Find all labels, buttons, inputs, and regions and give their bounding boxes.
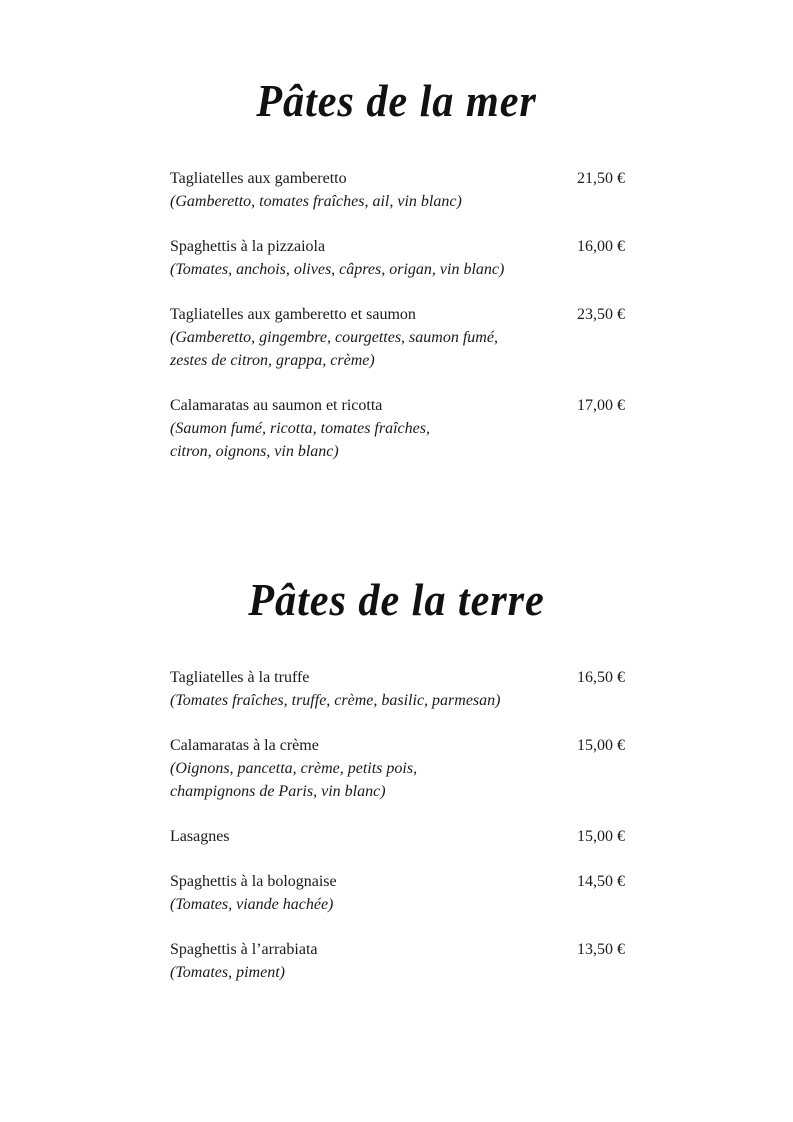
menu-item (170, 394, 625, 463)
menu-item (170, 938, 625, 984)
item-description: (Tomates, anchois, olives, câpres, origan, vin blanc) (170, 261, 505, 278)
item-price: 17,00 € (577, 397, 625, 414)
item-description: (Tomates, viande hachée) (170, 896, 334, 913)
item-price: 14,50 € (577, 873, 625, 890)
item-description: zestes de citron, grappa, crème) (170, 352, 375, 369)
item-name: Calamaratas au saumon et ricotta (170, 397, 383, 414)
item-name: Calamaratas à la crème (170, 737, 319, 754)
item-description: citron, oignons, vin blanc) (170, 443, 339, 460)
item-name: Tagliatelles aux gamberetto et saumon (170, 306, 416, 323)
menu-item (170, 734, 625, 803)
menu-item (170, 825, 625, 848)
item-name: Tagliatelles aux gamberetto (170, 170, 347, 187)
item-name: Tagliatelles à la truffe (170, 669, 310, 686)
item-price: 21,50 € (577, 170, 625, 187)
item-description: (Gamberetto, gingembre, courgettes, saumon fumé, (170, 329, 498, 346)
item-price: 15,00 € (577, 828, 625, 845)
item-description: (Tomates, piment) (170, 964, 285, 981)
section-title-terre: Pâtes de la terre (248, 574, 545, 625)
menu-item (170, 303, 625, 372)
item-price: 15,00 € (577, 737, 625, 754)
item-description: (Tomates fraîches, truffe, crème, basilic, parmesan) (170, 692, 501, 709)
menu-item (170, 167, 625, 213)
item-name: Lasagnes (170, 828, 230, 845)
item-description: (Saumon fumé, ricotta, tomates fraîches, (170, 420, 430, 437)
item-price: 16,50 € (577, 669, 625, 686)
item-name: Spaghettis à la pizzaiola (170, 238, 326, 255)
section-title-mer: Pâtes de la mer (256, 75, 537, 126)
item-price: 23,50 € (577, 306, 625, 323)
menu-item (170, 870, 625, 916)
item-price: 16,00 € (577, 238, 625, 255)
item-price: 13,50 € (577, 941, 625, 958)
item-description: (Gamberetto, tomates fraîches, ail, vin blanc) (170, 193, 462, 210)
item-description: champignons de Paris, vin blanc) (170, 783, 386, 800)
item-name: Spaghettis à la bolognaise (170, 873, 337, 890)
item-description: (Oignons, pancetta, crème, petits pois, (170, 760, 418, 777)
item-name: Spaghettis à l’arrabiata (170, 941, 318, 958)
menu-item (170, 235, 625, 281)
menu-item (170, 666, 625, 712)
